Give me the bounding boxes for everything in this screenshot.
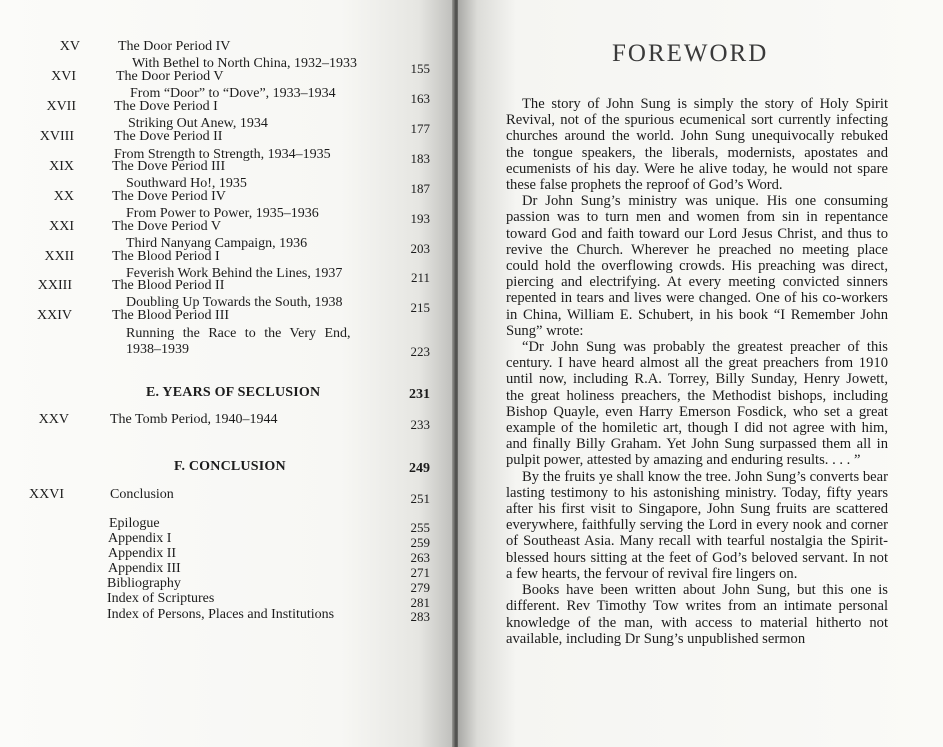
chapter-number: XXI [49, 219, 74, 234]
chapter-title: The Tomb Period, 1940–1944 [110, 412, 278, 427]
page-number: 211 [410, 270, 430, 285]
foreword-paragraph: By the fruits ye shall know the tree. John Sung’s converts bear lasting testimony to his astonishing ministry. Today, fifty years after his first visit to Singapore, John Sung fruits are scattered everywhere, faithfully serving the Lord in every nook and corner of Southeast Asia. Many recall with tearful nostalgia the Spirit-blessed hours sitting at the feet of God’s beloved servant. In not a few hearts, the fervour of revival fire lingers on. [506, 468, 888, 582]
page-number: 223 [410, 344, 430, 359]
chapter-title: The Dove Period I [114, 99, 218, 114]
chapter-number: XIX [49, 159, 74, 174]
chapter-number: XXV [38, 412, 69, 427]
section-heading: F. CONCLUSION [174, 459, 286, 474]
chapter-subtitle: Third Nanyang Campaign, 1936 [126, 236, 308, 251]
chapter-title: The Door Period V [116, 69, 224, 84]
page-number: 183 [410, 151, 430, 166]
chapter-subtitle: From Strength to Strength, 1934–1935 [114, 147, 331, 162]
contents-page [0, 0, 455, 747]
back-matter-title: Appendix II [108, 546, 177, 561]
chapter-number: XXVI [29, 487, 64, 502]
chapter-subtitle: Southward Ho!, 1935 [126, 176, 247, 191]
foreword-paragraph: The story of John Sung is simply the story of Holy Spirit Revival, not of the spurious ecumenical sort currently infecting churches around the world. John Sung unequivocally rebuked the tongue speakers, the liberals, modernists, apostates and ecumenists of his day. Were he alive today, he would not spare these false prophets the reproof of God’s Word. [506, 96, 888, 194]
foreword-page [458, 0, 943, 747]
back-matter-title: Index of Scriptures [107, 591, 215, 606]
chapter-number: XX [53, 189, 74, 204]
section-heading: E. YEARS OF SECLUSION [146, 385, 321, 400]
page-number: 283 [410, 609, 430, 624]
chapter-title: The Blood Period I [112, 249, 220, 264]
chapter-title: The Door Period IV [118, 39, 231, 54]
back-matter-title: Index of Persons, Places and Institutions [107, 607, 335, 622]
chapter-title: The Blood Period II [112, 278, 225, 293]
chapter-subtitle: From Power to Power, 1935–1936 [126, 206, 319, 221]
chapter-number: XVI [51, 69, 76, 84]
chapter-number: XV [59, 39, 80, 54]
chapter-number: XXIV [37, 308, 72, 323]
chapter-title: Conclusion [110, 487, 174, 502]
page-number: 231 [409, 387, 430, 402]
chapter-number: XXIII [37, 278, 72, 293]
page-number: 215 [410, 300, 430, 315]
page-number: 259 [410, 535, 430, 550]
page-number: 203 [410, 241, 430, 256]
page-number: 193 [410, 211, 430, 226]
page-number: 251 [410, 491, 430, 506]
foreword-paragraph: Dr John Sung’s ministry was unique. His one consuming passion was to turn men and women from sin in repentance toward God and faith toward our Lord Jesus Christ, and thus to revive the Church. Wherever he preached no meeting place could hold the overflowing crowds. His preaching was direct, piercing and electrifying. At every meeting convicted sinners repented in tears and lives were changed. One of his co-workers in China, William E. Schubert, in his book “I Remember John Sung” wrote: [506, 193, 888, 339]
chapter-subtitle: Striking Out Anew, 1934 [128, 116, 268, 131]
back-matter-title: Epilogue [109, 516, 160, 531]
chapter-title: The Dove Period III [112, 159, 226, 174]
page-number: 187 [410, 181, 430, 196]
page-number: 163 [410, 91, 430, 106]
page-number: 249 [409, 461, 430, 476]
back-matter-title: Appendix I [108, 531, 172, 546]
chapter-subtitle: Doubling Up Towards the South, 1938 [126, 295, 343, 310]
chapter-number: XVIII [39, 129, 74, 144]
foreword-title: FOREWORD [612, 40, 769, 67]
chapter-subtitle: Feverish Work Behind the Lines, 1937 [126, 266, 343, 281]
chapter-title: The Dove Period IV [112, 189, 226, 204]
chapter-subtitle: 1938–1939 [126, 342, 189, 357]
chapter-subtitle: From “Door” to “Dove”, 1933–1934 [130, 86, 336, 101]
back-matter-title: Bibliography [107, 576, 181, 591]
page-number: 233 [410, 417, 430, 432]
chapter-title: The Dove Period V [112, 219, 221, 234]
page-number: 279 [410, 580, 430, 595]
chapter-number: XVII [46, 99, 76, 114]
foreword-body [506, 96, 888, 647]
chapter-title: The Blood Period III [112, 308, 230, 323]
page-number: 155 [410, 61, 430, 76]
page-number: 263 [410, 550, 430, 565]
chapter-subtitle: With Bethel to North China, 1932–1933 [132, 56, 357, 71]
chapter-number: XXII [44, 249, 74, 264]
foreword-paragraph: Books have been written about John Sung, but this one is different. Rev Timothy Tow writes from an intimate personal knowledge of the man, with access to material hitherto not available, including Dr Sung’s unpublished sermon [506, 582, 888, 647]
chapter-subtitle: Running the Race to the Very End, [126, 326, 351, 341]
foreword-paragraph: “Dr John Sung was probably the greatest preacher of this century. I have heard almost all the great preachers from 1910 until now, including R.A. Torrey, Billy Sunday, Henry Jowett, the great holiness preachers, the Methodist bishops, including Bishop Quayle, even Harry Emerson Fosdick, who set a great example of the homiletic art, though I did not agree with him, and finally Billy Graham. Yet John Sung surpassed them all in pulpit power, attested by amazing and enduring results. . . . ” [506, 339, 888, 469]
page-number: 271 [410, 565, 430, 580]
page-number: 281 [410, 595, 430, 610]
page-number: 177 [410, 121, 430, 136]
page-number: 255 [410, 520, 430, 535]
back-matter-title: Appendix III [108, 561, 181, 576]
chapter-title: The Dove Period II [114, 129, 223, 144]
